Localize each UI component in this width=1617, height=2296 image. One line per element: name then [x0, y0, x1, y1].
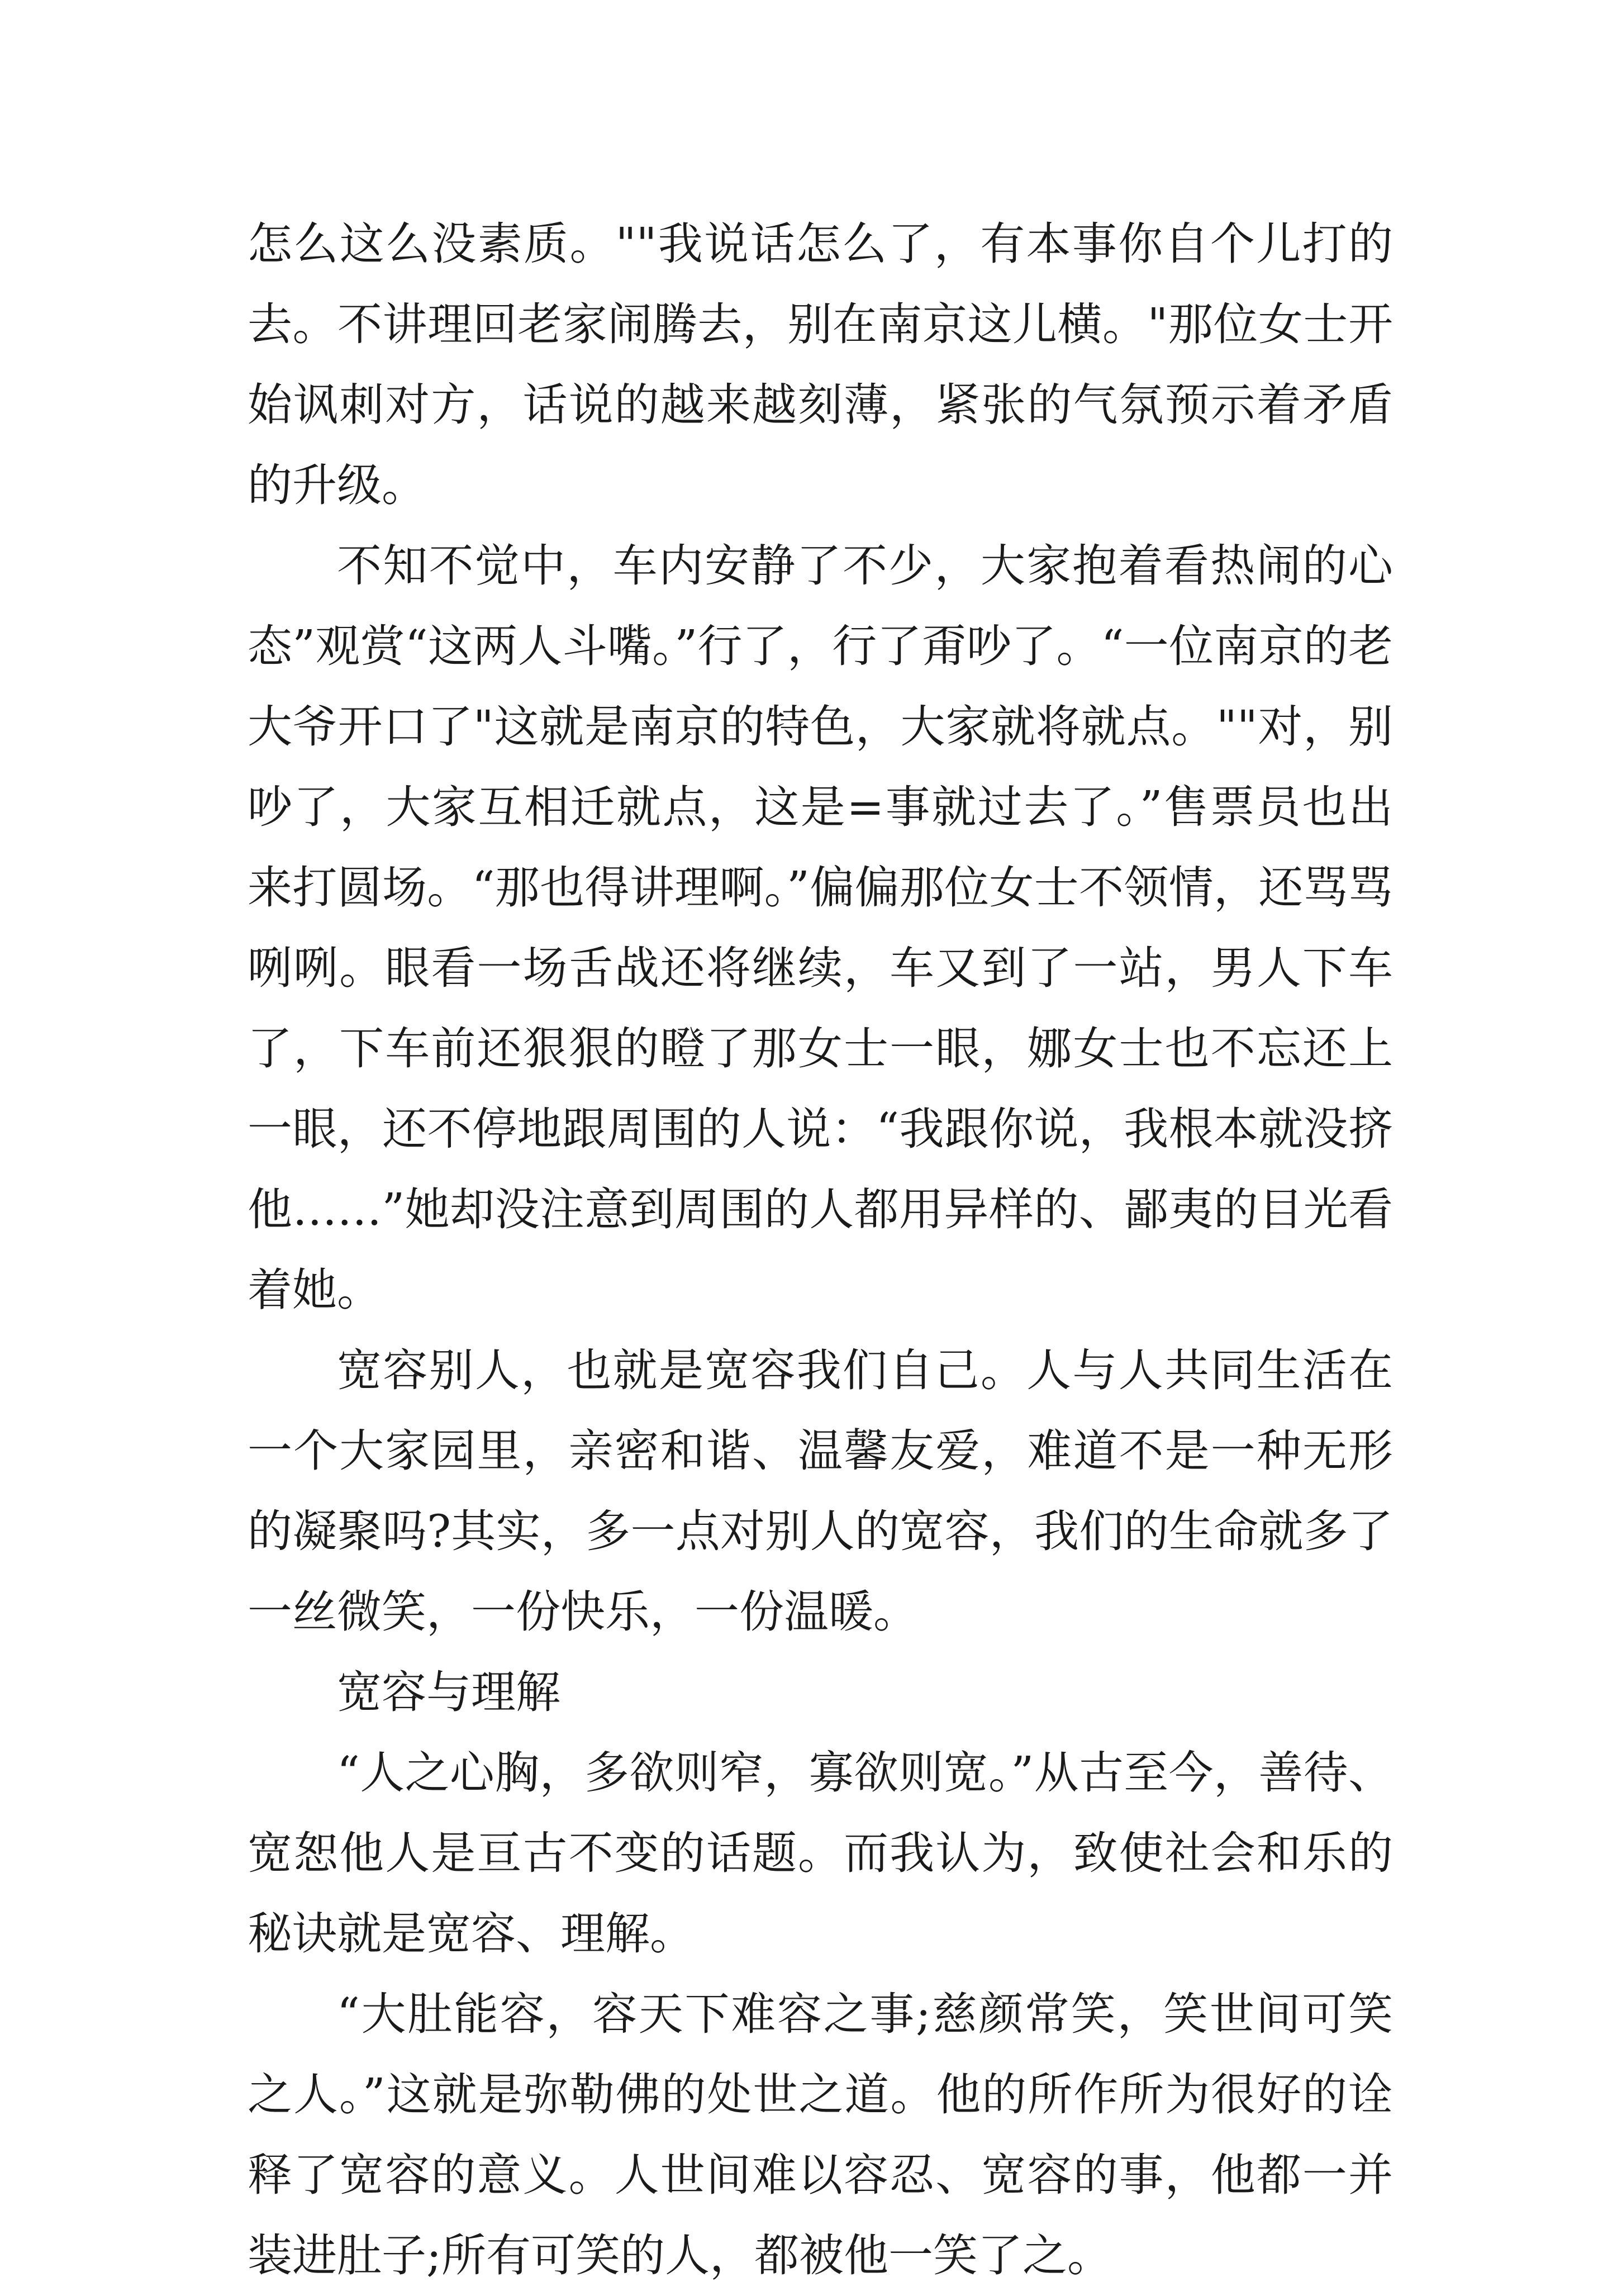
section-heading: 宽容与理解 [337, 1666, 560, 1718]
paragraph-3: 宽容别人，也就是宽容我们自己。人与人共同生活在一个大家园里，亲密和谐、温馨友爱，难道不是一种无形的凝聚吗?其实，多一点对别人的宽容，我们的生命就多了一丝微笑，一份快乐，一份温暖。 [248, 1344, 1393, 1638]
paragraph-5: “大肚能容，容天下难容之事;慈颜常笑，笑世间可笑之人。”这就是弥勒佛的处世之道。他的所作所为很好的诠释了宽容的意义。人世间难以容忍、宽容的事，他都一并装进肚子;所有可笑的人，都被他一笑了之。 [248, 1988, 1393, 2281]
document-body [248, 204, 1393, 2296]
paragraph-2: 不知不觉中，车内安静了不少，大家抱着看热闹的心态”观赏“这两人斗嘴。”行了，行了甭吵了。“一位南京的老大爷开口了"这就是南京的特色，大家就将就点。""对，别吵了，大家互相迁就点，这是=事就过去了。”售票员也出来打圆场。“那也得讲理啊。”偏偏那位女士不领情，还骂骂咧咧。眼看一场舌战还将继续，车又到了一站，男人下车了，下车前还狠狠的瞪了那女士一眼，娜女士也不忘还上一眼，还不停地跟周围的人说：“我跟你说，我根本就没挤他……”她却没注意到周围的人都用异样的、鄙夷的目光看着她。 [248, 540, 1393, 1316]
paragraph-4: “人之心胸，多欲则窄，寡欲则宽。”从古至今，善待、宽恕他人是亘古不变的话题。而我认为，致使社会和乐的秘诀就是宽容、理解。 [248, 1747, 1393, 1960]
paragraph-1: 怎么这么没素质。""我说话怎么了，有本事你自个儿打的去。不讲理回老家闹腾去，别在南京这儿横。"那位女士开始讽刺对方，话说的越来越刻薄，紧张的气氛预示着矛盾的升级。 [248, 218, 1393, 511]
